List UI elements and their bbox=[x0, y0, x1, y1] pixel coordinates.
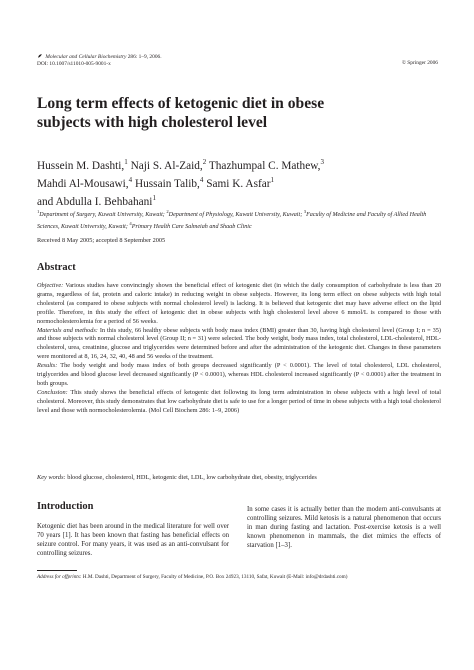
author: Sami K. Asfar$^1$ bbox=[206, 175, 275, 190]
author: Hussain Talib,$^4$ bbox=[134, 175, 204, 190]
introduction-left-column: Ketogenic diet has been around in the medical literature for well over 70 years [1]. It has been known that fasting has beneficial effects on seizure control. For many years, it was used as an anti-convulsant for controlling seizures. bbox=[37, 523, 229, 557]
introduction-right-column: In some cases it is actually better than the modern anti-convulsants at controlling seizures. Mild ketosis is a natural phenomenon that occurs in man during fasting and lactation. Post-exercise ketosis is a well known phenomenon in mammals, the diet mimics the effects of starvation [1–3]. bbox=[247, 506, 441, 549]
journal-citation: 286: 1–9, 2006. bbox=[127, 54, 162, 60]
affiliation: Department of Surgery, Kuwait University, Kuwait; bbox=[39, 212, 165, 219]
abstract-heading: Abstract bbox=[37, 262, 76, 273]
footnote-text: H.M. Dashti, Department of Surgery, Faculty of Medicine, P.O. Box 24923, 13110, Safat, Kuwait (E-Mail: info@drdashti.com) bbox=[82, 574, 348, 580]
doi-line: DOI: 10.1007/s11010-005-9001-x bbox=[37, 61, 111, 67]
abstract-body bbox=[37, 282, 441, 416]
keywords bbox=[37, 474, 441, 481]
title-line-2: subjects with high cholesterol level bbox=[37, 114, 268, 131]
springer-logo-icon bbox=[37, 53, 43, 59]
abstract-conclusion: Conclusion: This study shows the beneficial effects of ketogenic diet following its long term administration in obese subjects with a high level of total cholesterol. Moreover, this study demonstrates that low carbohydrate diet is safe to use for a longer period of time in obese subjects with a high total cholesterol level and those with normocholesterolemia. (Mol Cell Biochem 286: 1–9, 2006) bbox=[37, 388, 441, 414]
affiliations: $^1$Department of Surgery, Kuwait University, Kuwait; $^2$Department of Physiology, Kuwait University, Kuwait; $^3$Faculty of Medicine and Faculty of Allied Health Sciences, Kuwait University, Kuwait; $^4$Primary Health Care Salmeiah and Shaab Clinic bbox=[37, 209, 427, 230]
article-title bbox=[37, 94, 437, 132]
abstract-results: Results: The body weight and body mass index of both groups decreased significantly (P < 0.0001). The level of total cholesterol, LDL cholesterol, triglycerides and blood glucose level decreased significantly (P < 0.0001), whereas HDL cholesterol increased significantly (P < 0.0001) after the treatment in both groups. bbox=[37, 362, 442, 387]
author: Naji S. Al-Zaid,$^2$ bbox=[130, 158, 207, 172]
affiliation: Faculty of Medicine and Faculty of Allied Health Sciences, Kuwait University, Kuwait; bbox=[37, 212, 427, 230]
citation-line bbox=[37, 53, 438, 61]
copyright: © Springer 2006 bbox=[401, 60, 438, 66]
author-list bbox=[37, 155, 447, 209]
affiliation: Primary Health Care Salmeiah and Shaab Clinic bbox=[131, 223, 252, 230]
author: and Abdulla I. Behbahani$^1$ bbox=[37, 193, 156, 208]
footnote-label: Address for offprints: bbox=[37, 574, 82, 580]
introduction-heading: Introduction bbox=[37, 501, 94, 512]
abstract-methods: Materials and methods: In this study, 66 healthy obese subjects with body mass index (BMI) greater than 30, having high cholesterol level (Group I; n = 35) and those subjects with normal cholesterol level (Group II; n = 31) were selected. The body weight, body mass index, total cholesterol, LDL-cholesterol, HDL-cholesterol, urea, creatinine, glucose and triglycerides were determined before and after the administration of the ketogenic diet. Changes in these parameters were monitored at 8, 16, 24, 32, 40, 48 and 56 weeks of the treatment. bbox=[37, 326, 442, 361]
received-dates: Received 8 May 2005; accepted 8 September 2005 bbox=[37, 237, 166, 244]
author: Hussein M. Dashti,$^1$ bbox=[37, 158, 128, 172]
journal-header bbox=[37, 53, 438, 68]
title-line-1: Long term effects of ketogenic diet in obese bbox=[37, 95, 325, 112]
affiliation: Department of Physiology, Kuwait University, Kuwait; bbox=[168, 212, 303, 219]
keywords-text: blood glucose, cholesterol, HDL, ketogenic diet, LDL, low carbohydrate diet, obesity, triglycerides bbox=[67, 474, 317, 481]
footnote-rule bbox=[37, 570, 77, 571]
author: Mahdi Al-Mousawi,$^4$ bbox=[37, 175, 133, 190]
abstract-objective: Objective: Various studies have convincingly shown the beneficial effect of ketogenic diet (in which the daily consumption of carbohydrate is less than 20 grams, regardless of fat, protein and caloric intake) in reducing weight in obese subjects. However, its long term effect on obese subjects with high total cholesterol (as compared to obese subjects with normal cholesterol level) is lacking. It is believed that ketogenic diet may have adverse effect on the lipid profile. Therefore, in this study the effect of ketogenic diet in obese subjects with high cholesterol level above 6 mmol/L is compared to those with normocholesterolemia for a period of 56 weeks. bbox=[37, 282, 442, 325]
author: Thazhumpal C. Mathew,$^3$ bbox=[208, 158, 324, 172]
offprint-footnote bbox=[37, 574, 441, 580]
keywords-label: Key words: bbox=[37, 474, 66, 481]
journal-name: Molecular and Cellular Biochemistry bbox=[45, 54, 127, 60]
